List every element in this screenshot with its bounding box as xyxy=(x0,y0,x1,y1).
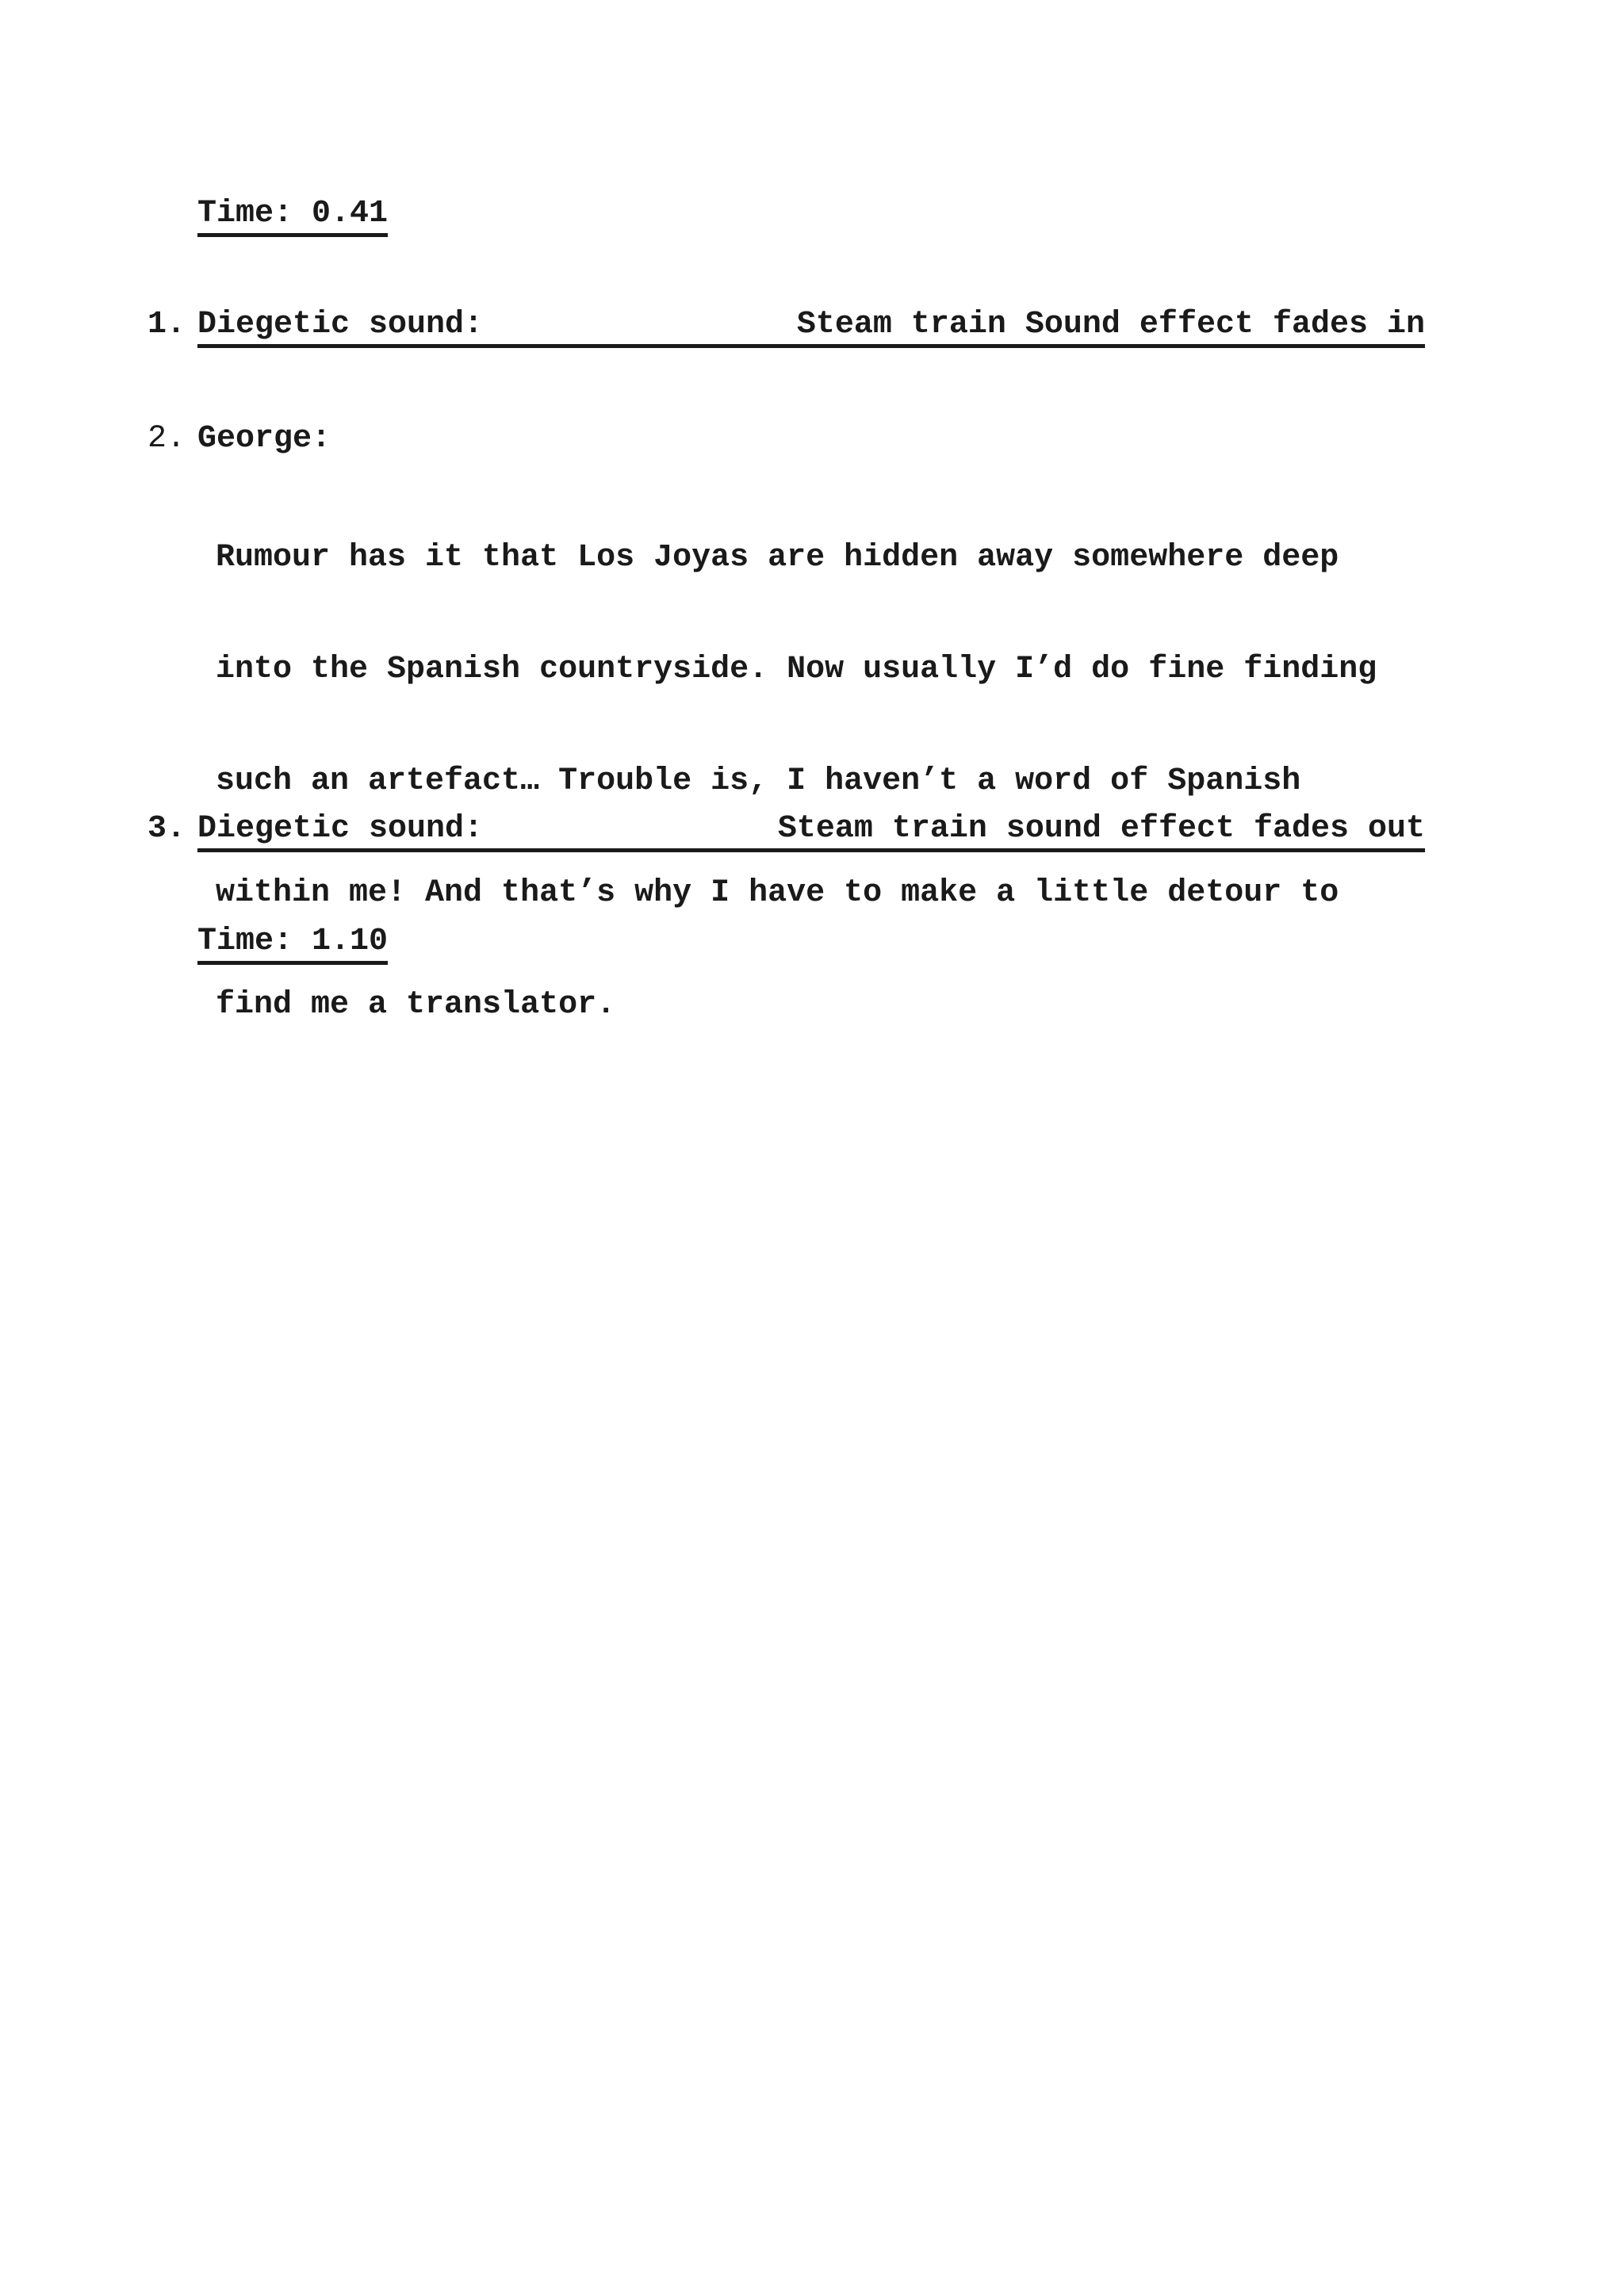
sound-cue-description: Steam train Sound effect fades in xyxy=(796,307,1425,342)
speaker-name: George: xyxy=(197,421,331,457)
sound-cue-1 xyxy=(197,306,1425,348)
item-number-3: 3. xyxy=(147,811,186,847)
dialogue-line: Rumour has it that Los Joyas are hidden away somewhere deep xyxy=(216,539,1339,576)
dialogue-line: find me a translator. xyxy=(216,986,616,1023)
dialogue-line: such an artefact… Trouble is, I haven’t a word of Spanish xyxy=(216,763,1301,799)
item-number-1: 1. xyxy=(147,307,186,342)
dialogue-line: within me! And that’s why I have to make a little detour to xyxy=(216,874,1339,911)
sound-cue-label: Diegetic sound: xyxy=(197,307,484,342)
dialogue-line: into the Spanish countryside. Now usually I’d do fine finding xyxy=(216,651,1377,687)
sound-cue-3 xyxy=(197,810,1425,852)
time-end: Time: 1.10 xyxy=(197,923,388,965)
time-start: Time: 0.41 xyxy=(197,195,388,237)
dialogue-text xyxy=(216,474,1453,1089)
sound-cue-description: Steam train sound effect fades out xyxy=(777,811,1425,847)
sound-cue-label: Diegetic sound: xyxy=(197,811,484,847)
item-number-2: 2. xyxy=(147,421,186,457)
